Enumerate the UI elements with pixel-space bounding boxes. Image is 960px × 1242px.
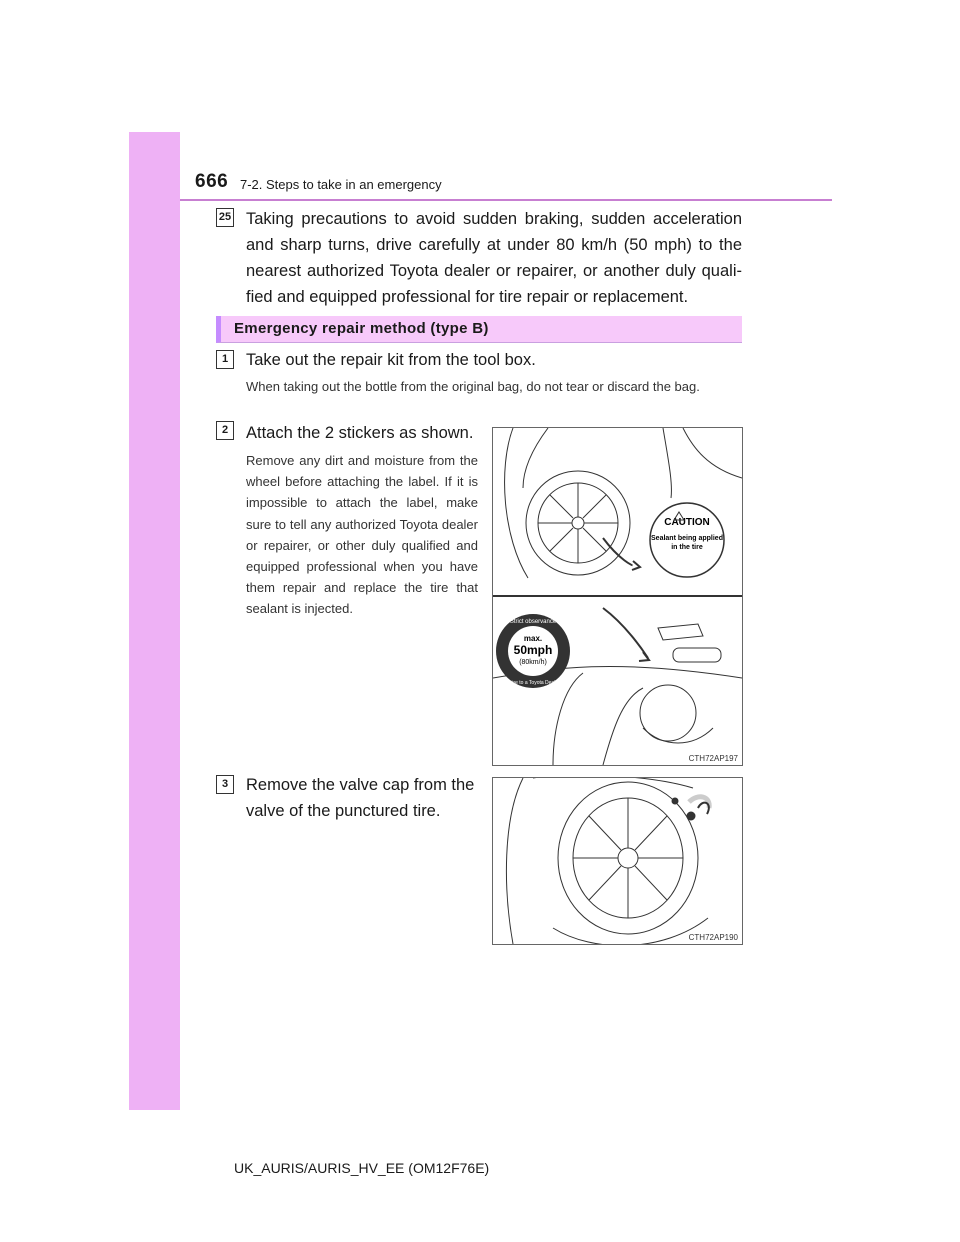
- step-number-25: 25: [216, 208, 234, 227]
- step-2-note: Remove any dirt and moisture from the wheel before attaching the label. If it is impossible to attach the label, make sure to tell any authorized Toyota dealer or repairer, or other duly qualified and equipped professional when you have them repair and replace the tire that sealant is injected.: [246, 453, 478, 617]
- step-number-3: 3: [216, 775, 234, 794]
- section-heading: [216, 316, 742, 343]
- step-2-text: Attach the 2 stickers as shown.: [246, 424, 474, 442]
- section-title: 7-2. Steps to take in an emergency: [240, 177, 442, 192]
- footer-document-code: UK_AURIS/AURIS_HV_EE (OM12F76E): [234, 1160, 490, 1176]
- valve-cap-figure: [492, 777, 743, 945]
- step-number-2: 2: [216, 421, 234, 440]
- section-heading-text: Emergency repair method (type B): [234, 320, 489, 337]
- figure-code-197: CTH72AP197: [688, 754, 738, 763]
- speed-kmh: (80km/h): [519, 659, 547, 666]
- speed-top-text: Strict observance: [509, 619, 557, 625]
- sticker-placement-figure: [492, 427, 743, 766]
- caution-line-1: Sealant being applied: [651, 535, 723, 542]
- section-tab-bar: [129, 132, 180, 1110]
- caution-title: CAUTION: [664, 517, 710, 528]
- speed-max: max.: [523, 634, 543, 643]
- figure-code-190: CTH72AP190: [688, 933, 738, 942]
- header-divider: [180, 199, 832, 201]
- valve-cap-illustration: [493, 778, 742, 944]
- step-number-1: 1: [216, 350, 234, 369]
- step-25-text: Taking precautions to avoid sudden braking, sudden acceleration and sharp turns, drive carefully at under 80 km/h (50 mph) to the nearest authorized Toyota dealer or repairer, or another duly quali-fied and equipped professional for tire repair or replacement.: [246, 210, 742, 306]
- speed-bottom-text: Drive to a Toyota Dealer: [506, 680, 560, 686]
- speed-mph: 50mph: [513, 643, 553, 657]
- sticker-placement-illustration: [493, 428, 742, 765]
- caution-line-2: in the tire: [671, 544, 703, 551]
- page-number: 666: [195, 171, 229, 192]
- step-3-text: Remove the valve cap from the valve of the punctured tire.: [246, 776, 475, 820]
- step-1-text: Take out the repair kit from the tool box.: [246, 351, 536, 369]
- step-1-note: When taking out the bottle from the original bag, do not tear or discard the bag.: [246, 379, 700, 394]
